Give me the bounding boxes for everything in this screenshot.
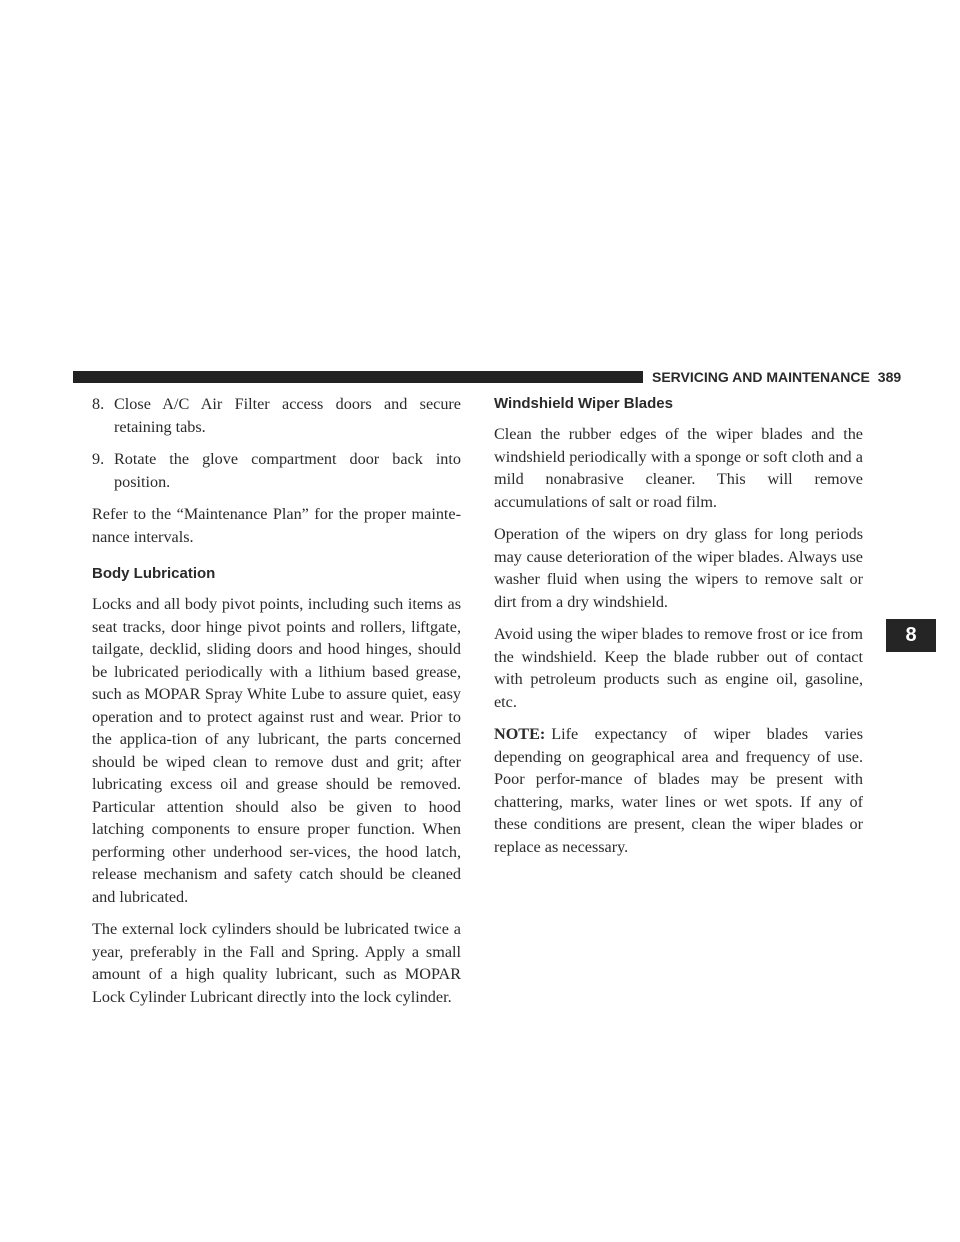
wiper-frost-paragraph: Avoid using the wiper blades to remove frost or ice from the windshield. Keep the blade rubber out of contact with petroleum products such as engine oil, gasoline, etc. <box>494 625 863 711</box>
header-rule <box>73 371 643 383</box>
wiper-dry-glass-paragraph: Operation of the wipers on dry glass for long periods may cause deterioration of the wiper blades. Always use washer fluid when using the wipers to remove salt or dirt from a dry windshield. <box>494 525 863 611</box>
right-column <box>494 393 863 868</box>
lock-cylinder-paragraph: The external lock cylinders should be lubricated twice a year, preferably in the Fall and Spring. Apply a small amount of a high quality lubricant, such as MOPAR Lock Cylinder Lubricant directly into the lock cylinder. <box>92 920 461 1006</box>
section-title: SERVICING AND MAINTENANCE <box>652 369 870 385</box>
page-number: 389 <box>877 369 902 385</box>
note-text: Life expectancy of wiper blades varies depending on geographical area and frequency of use. Poor perfor-mance of blades may be present with chattering, marks, water lines or wet spots. If any of these conditions are present, clean the wiper blades or replace as necessary. <box>494 725 863 856</box>
step-number: 9. <box>92 450 105 468</box>
step-text: Rotate the glove compartment door back into position. <box>114 450 461 491</box>
body-lubrication-heading: Body Lubrication <box>92 565 216 582</box>
step-number: 8. <box>92 395 105 413</box>
wiper-note <box>494 723 863 858</box>
body-lubrication-paragraph: Locks and all body pivot points, including such items as seat tracks, door hinge pivot points and rollers, liftgate, tailgate, decklid, sliding doors and hood hinges, should be lubricated periodically with a lithium based grease, such as MOPAR Spray White Lube to assure quiet, easy operation and to protect against rust and wear. Prior to the applica-tion of any lubricant, the parts concerned should be wiped clean to remove dust and grit; after lubricating excess oil and grease should be removed. Particular attention should also be given to hood latching components to ensure proper function. When performing other underhood ser-vices, the hood latch, release mechanism and safety catch should be cleaned and lubricated. <box>92 595 461 906</box>
step-text: Close A/C Air Filter access doors and secure retaining tabs. <box>114 395 461 436</box>
left-column <box>92 393 461 1018</box>
wiper-cleaning-paragraph: Clean the rubber edges of the wiper blades and the windshield periodically with a sponge or soft cloth and a mild nonabrasive cleaner. This will remove accumulations of salt or road film. <box>494 425 863 511</box>
step-8 <box>92 393 461 438</box>
wiper-blades-heading: Windshield Wiper Blades <box>494 395 673 412</box>
chapter-tab: 8 <box>886 619 936 652</box>
note-label: NOTE: <box>494 725 546 743</box>
step-9 <box>92 448 461 493</box>
running-header <box>652 369 901 385</box>
maintenance-plan-reference: Refer to the “Maintenance Plan” for the proper mainte-nance intervals. <box>92 505 461 546</box>
